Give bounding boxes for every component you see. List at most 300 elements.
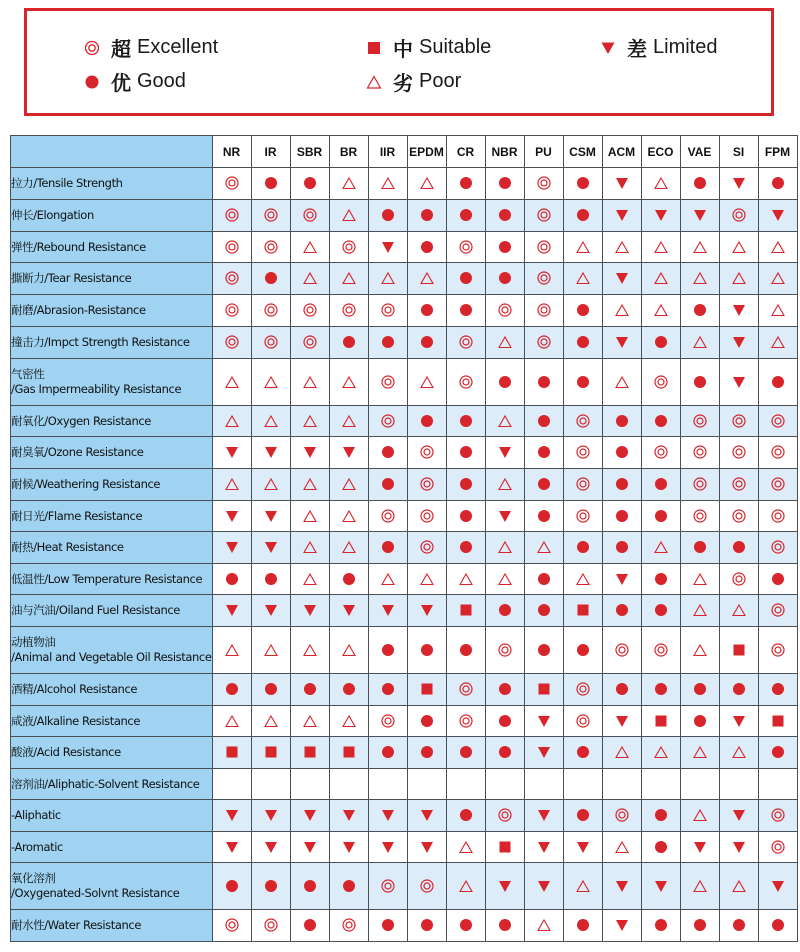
good-symbol — [419, 207, 435, 223]
rating-cell — [212, 627, 251, 674]
rating-cell — [251, 674, 290, 706]
column-header-nr: NR — [212, 136, 251, 168]
rating-cell — [641, 627, 680, 674]
rating-cell — [485, 832, 524, 863]
rating-cell — [329, 564, 368, 595]
rating-cell — [407, 706, 446, 737]
good-symbol — [536, 602, 552, 618]
good-symbol — [653, 571, 669, 587]
rating-cell — [212, 469, 251, 501]
good-symbol — [380, 917, 396, 933]
rating-cell — [251, 406, 290, 437]
rating-cell — [758, 910, 797, 942]
good-symbol — [770, 917, 786, 933]
rating-cell — [758, 532, 797, 564]
good-symbol — [419, 413, 435, 429]
rating-cell — [602, 437, 641, 469]
rating-cell — [563, 295, 602, 327]
good-symbol — [458, 207, 474, 223]
good-symbol — [653, 413, 669, 429]
rating-cell — [329, 532, 368, 564]
rating-cell — [641, 469, 680, 501]
rating-cell — [290, 232, 329, 263]
row-label: 耐氧化/Oxygen Resistance — [11, 406, 213, 437]
rating-cell — [641, 263, 680, 295]
rating-cell — [368, 532, 407, 564]
limited-symbol — [263, 807, 279, 823]
excellent-symbol — [419, 508, 435, 524]
limited-symbol — [614, 175, 630, 191]
rating-cell — [407, 200, 446, 232]
poor-symbol — [653, 270, 669, 286]
table-row — [11, 532, 798, 564]
rating-cell — [446, 263, 485, 295]
rating-cell — [329, 469, 368, 501]
excellent-symbol — [731, 476, 747, 492]
rating-cell — [329, 737, 368, 769]
good-symbol — [380, 681, 396, 697]
poor-symbol — [497, 539, 513, 555]
rating-cell — [719, 200, 758, 232]
excellent-symbol — [497, 302, 513, 318]
table-row — [11, 501, 798, 532]
poor-symbol — [653, 302, 669, 318]
rating-cell — [485, 595, 524, 627]
rating-cell — [758, 469, 797, 501]
good-symbol — [497, 744, 513, 760]
excellent-symbol — [497, 642, 513, 658]
suitable-symbol — [224, 744, 240, 760]
column-header-pu: PU — [524, 136, 563, 168]
rating-cell — [290, 469, 329, 501]
legend-good — [81, 67, 186, 96]
rating-cell — [719, 769, 758, 800]
poor-symbol — [302, 270, 318, 286]
poor-symbol — [692, 334, 708, 350]
rating-cell — [524, 674, 563, 706]
rating-cell — [368, 295, 407, 327]
rating-cell — [212, 406, 251, 437]
resistance-table — [10, 135, 798, 942]
good-symbol — [575, 539, 591, 555]
rating-cell — [602, 232, 641, 263]
table-row — [11, 200, 798, 232]
poor-symbol — [263, 476, 279, 492]
good-symbol — [653, 839, 669, 855]
table-row — [11, 627, 798, 674]
good-symbol — [458, 302, 474, 318]
rating-cell — [446, 800, 485, 832]
rating-cell — [524, 737, 563, 769]
poor-symbol — [497, 571, 513, 587]
rating-cell — [758, 263, 797, 295]
rating-cell — [758, 769, 797, 800]
limited-symbol — [536, 744, 552, 760]
rating-cell — [329, 674, 368, 706]
rating-cell — [485, 627, 524, 674]
poor-symbol — [419, 175, 435, 191]
limited-symbol — [419, 602, 435, 618]
rating-cell — [485, 200, 524, 232]
limited-symbol — [419, 839, 435, 855]
good-symbol — [458, 508, 474, 524]
row-label: 酒精/Alcohol Resistance — [11, 674, 213, 706]
rating-cell — [407, 327, 446, 359]
good-symbol — [614, 681, 630, 697]
table-row — [11, 437, 798, 469]
rating-cell — [485, 437, 524, 469]
rating-cell — [485, 501, 524, 532]
rating-cell — [680, 595, 719, 627]
rating-cell — [563, 327, 602, 359]
good-symbol — [419, 642, 435, 658]
good-symbol — [614, 413, 630, 429]
rating-cell — [368, 863, 407, 910]
good-symbol — [614, 508, 630, 524]
rating-cell — [368, 200, 407, 232]
rating-cell — [602, 832, 641, 863]
excellent-symbol — [458, 713, 474, 729]
rating-cell — [251, 863, 290, 910]
excellent-symbol — [614, 642, 630, 658]
rating-cell — [563, 532, 602, 564]
rating-cell — [719, 800, 758, 832]
good-symbol — [419, 917, 435, 933]
rating-cell — [212, 769, 251, 800]
rating-cell — [251, 359, 290, 406]
filled-circle-icon — [81, 74, 103, 90]
good-symbol — [653, 917, 669, 933]
rating-cell — [602, 469, 641, 501]
rating-cell — [680, 532, 719, 564]
rating-cell — [563, 437, 602, 469]
rating-cell — [329, 359, 368, 406]
good-symbol — [380, 476, 396, 492]
rating-cell — [485, 359, 524, 406]
rating-cell — [641, 564, 680, 595]
rating-cell — [758, 863, 797, 910]
limited-symbol — [224, 539, 240, 555]
excellent-symbol — [458, 374, 474, 390]
rating-cell — [485, 168, 524, 200]
rating-cell — [719, 168, 758, 200]
rating-cell — [758, 406, 797, 437]
poor-symbol — [497, 413, 513, 429]
suitable-symbol — [458, 602, 474, 618]
poor-symbol — [614, 302, 630, 318]
rating-cell — [680, 910, 719, 942]
excellent-symbol — [770, 839, 786, 855]
poor-symbol — [692, 239, 708, 255]
rating-cell — [680, 437, 719, 469]
poor-symbol — [497, 334, 513, 350]
limited-symbol — [692, 839, 708, 855]
poor-symbol — [692, 744, 708, 760]
legend-box — [24, 8, 774, 116]
limited-symbol — [341, 602, 357, 618]
good-symbol — [380, 444, 396, 460]
poor-symbol — [770, 302, 786, 318]
rating-cell — [602, 295, 641, 327]
rating-cell — [524, 627, 563, 674]
rating-cell — [719, 263, 758, 295]
excellent-symbol — [419, 539, 435, 555]
excellent-symbol — [458, 239, 474, 255]
legend-poor — [363, 67, 461, 96]
excellent-symbol — [536, 334, 552, 350]
rating-cell — [758, 564, 797, 595]
legend-cn: 超 — [111, 37, 131, 61]
rating-cell — [368, 232, 407, 263]
legend-cn: 差 — [627, 37, 647, 61]
poor-symbol — [224, 713, 240, 729]
rating-cell — [407, 232, 446, 263]
limited-symbol — [614, 571, 630, 587]
excellent-symbol — [224, 207, 240, 223]
rating-cell — [641, 327, 680, 359]
rating-cell — [290, 674, 329, 706]
rating-cell — [758, 200, 797, 232]
rating-cell — [758, 168, 797, 200]
good-symbol — [653, 602, 669, 618]
rating-cell — [290, 832, 329, 863]
rating-cell — [758, 327, 797, 359]
rating-cell — [758, 595, 797, 627]
rating-cell — [485, 706, 524, 737]
rating-cell — [485, 263, 524, 295]
rating-cell — [524, 832, 563, 863]
rating-cell — [407, 595, 446, 627]
rating-cell — [329, 327, 368, 359]
poor-symbol — [575, 571, 591, 587]
rating-cell — [602, 327, 641, 359]
rating-cell — [680, 200, 719, 232]
rating-cell — [368, 168, 407, 200]
rating-cell — [368, 501, 407, 532]
rating-cell — [758, 706, 797, 737]
row-label: 拉力/Tensile Strength — [11, 168, 213, 200]
good-symbol — [653, 476, 669, 492]
rating-cell — [290, 168, 329, 200]
table-row — [11, 863, 798, 910]
good-symbol — [731, 917, 747, 933]
excellent-symbol — [380, 508, 396, 524]
rating-cell — [680, 295, 719, 327]
good-symbol — [575, 374, 591, 390]
rating-cell — [641, 295, 680, 327]
column-header-eco: ECO — [641, 136, 680, 168]
excellent-symbol — [458, 681, 474, 697]
table-row — [11, 469, 798, 501]
excellent-symbol — [770, 602, 786, 618]
poor-symbol — [380, 270, 396, 286]
column-header-br: BR — [329, 136, 368, 168]
rating-cell — [212, 800, 251, 832]
outline-triangle-icon — [363, 74, 385, 90]
poor-symbol — [692, 878, 708, 894]
rating-cell — [602, 769, 641, 800]
rating-cell — [290, 863, 329, 910]
rating-cell — [680, 232, 719, 263]
poor-symbol — [653, 175, 669, 191]
limited-symbol — [497, 444, 513, 460]
row-label: 弹性/Rebound Resistance — [11, 232, 213, 263]
excellent-symbol — [380, 413, 396, 429]
excellent-symbol — [770, 642, 786, 658]
rating-cell — [641, 737, 680, 769]
rating-cell — [680, 737, 719, 769]
poor-symbol — [419, 270, 435, 286]
row-label: 氧化溶剂 /Oxygenated-Solvnt Resistance — [11, 863, 213, 910]
rating-cell — [485, 737, 524, 769]
good-symbol — [770, 374, 786, 390]
suitable-symbol — [341, 744, 357, 760]
rating-cell — [251, 627, 290, 674]
table-row — [11, 737, 798, 769]
rating-cell — [329, 832, 368, 863]
row-label: -Aliphatic — [11, 800, 213, 832]
rating-cell — [641, 706, 680, 737]
good-symbol — [770, 744, 786, 760]
good-symbol — [497, 917, 513, 933]
poor-symbol — [302, 476, 318, 492]
rating-cell — [290, 200, 329, 232]
excellent-symbol — [653, 374, 669, 390]
good-symbol — [302, 878, 318, 894]
rating-cell — [719, 232, 758, 263]
rating-cell — [368, 674, 407, 706]
rating-cell — [407, 469, 446, 501]
rating-cell — [719, 674, 758, 706]
rating-cell — [719, 737, 758, 769]
good-symbol — [653, 508, 669, 524]
excellent-symbol — [770, 413, 786, 429]
rating-cell — [563, 769, 602, 800]
rating-cell — [212, 832, 251, 863]
limited-symbol — [380, 602, 396, 618]
rating-cell — [368, 627, 407, 674]
rating-cell — [563, 800, 602, 832]
poor-symbol — [302, 571, 318, 587]
rating-cell — [212, 327, 251, 359]
poor-symbol — [536, 917, 552, 933]
limited-symbol — [536, 839, 552, 855]
rating-cell — [680, 674, 719, 706]
poor-symbol — [341, 476, 357, 492]
excellent-symbol — [224, 302, 240, 318]
good-symbol — [458, 539, 474, 555]
excellent-symbol — [341, 239, 357, 255]
excellent-symbol — [458, 334, 474, 350]
good-symbol — [575, 744, 591, 760]
rating-cell — [329, 800, 368, 832]
rating-cell — [212, 437, 251, 469]
table-row — [11, 295, 798, 327]
rating-cell — [251, 501, 290, 532]
rating-cell — [407, 501, 446, 532]
rating-cell — [719, 469, 758, 501]
good-symbol — [575, 642, 591, 658]
rating-cell — [641, 501, 680, 532]
poor-symbol — [653, 744, 669, 760]
suitable-symbol — [419, 681, 435, 697]
poor-symbol — [497, 476, 513, 492]
good-symbol — [458, 807, 474, 823]
limited-symbol — [380, 839, 396, 855]
excellent-symbol — [575, 476, 591, 492]
rating-cell — [719, 627, 758, 674]
legend-cn: 中 — [393, 37, 413, 61]
filled-square-icon — [363, 40, 385, 56]
rating-cell — [602, 406, 641, 437]
rating-cell — [602, 706, 641, 737]
excellent-symbol — [536, 270, 552, 286]
rating-cell — [251, 168, 290, 200]
excellent-symbol — [224, 270, 240, 286]
excellent-symbol — [263, 207, 279, 223]
row-label: 动植物油 /Animal and Vegetable Oil Resistance — [11, 627, 213, 674]
rating-cell — [524, 564, 563, 595]
limited-symbol — [224, 602, 240, 618]
row-label: 酸液/Acid Resistance — [11, 737, 213, 769]
limited-symbol — [614, 207, 630, 223]
rating-cell — [524, 800, 563, 832]
rating-cell — [524, 437, 563, 469]
poor-symbol — [536, 539, 552, 555]
legend-en: Poor — [419, 70, 462, 92]
rating-cell — [212, 359, 251, 406]
excellent-symbol — [575, 681, 591, 697]
poor-symbol — [302, 413, 318, 429]
excellent-symbol — [380, 374, 396, 390]
table-row — [11, 263, 798, 295]
rating-cell — [251, 564, 290, 595]
good-symbol — [458, 175, 474, 191]
excellent-symbol — [770, 476, 786, 492]
rating-cell — [602, 627, 641, 674]
rating-cell — [368, 832, 407, 863]
limited-symbol — [575, 839, 591, 855]
excellent-symbol — [341, 917, 357, 933]
rating-cell — [602, 263, 641, 295]
excellent-symbol — [731, 444, 747, 460]
poor-symbol — [302, 508, 318, 524]
rating-cell — [368, 406, 407, 437]
rating-cell — [485, 769, 524, 800]
rating-cell — [602, 168, 641, 200]
rating-cell — [407, 800, 446, 832]
rating-cell — [446, 232, 485, 263]
rating-cell — [680, 263, 719, 295]
rating-cell — [446, 469, 485, 501]
row-label: 气密性 /Gas Impermeability Resistance — [11, 359, 213, 406]
rating-cell — [407, 437, 446, 469]
table-row — [11, 168, 798, 200]
poor-symbol — [770, 270, 786, 286]
excellent-symbol — [224, 239, 240, 255]
rating-cell — [680, 863, 719, 910]
rating-cell — [329, 200, 368, 232]
excellent-symbol — [731, 571, 747, 587]
rating-cell — [563, 359, 602, 406]
good-symbol — [692, 713, 708, 729]
rating-cell — [329, 910, 368, 942]
limited-symbol — [731, 374, 747, 390]
rating-cell — [641, 800, 680, 832]
poor-symbol — [575, 239, 591, 255]
poor-symbol — [341, 175, 357, 191]
rating-cell — [641, 437, 680, 469]
